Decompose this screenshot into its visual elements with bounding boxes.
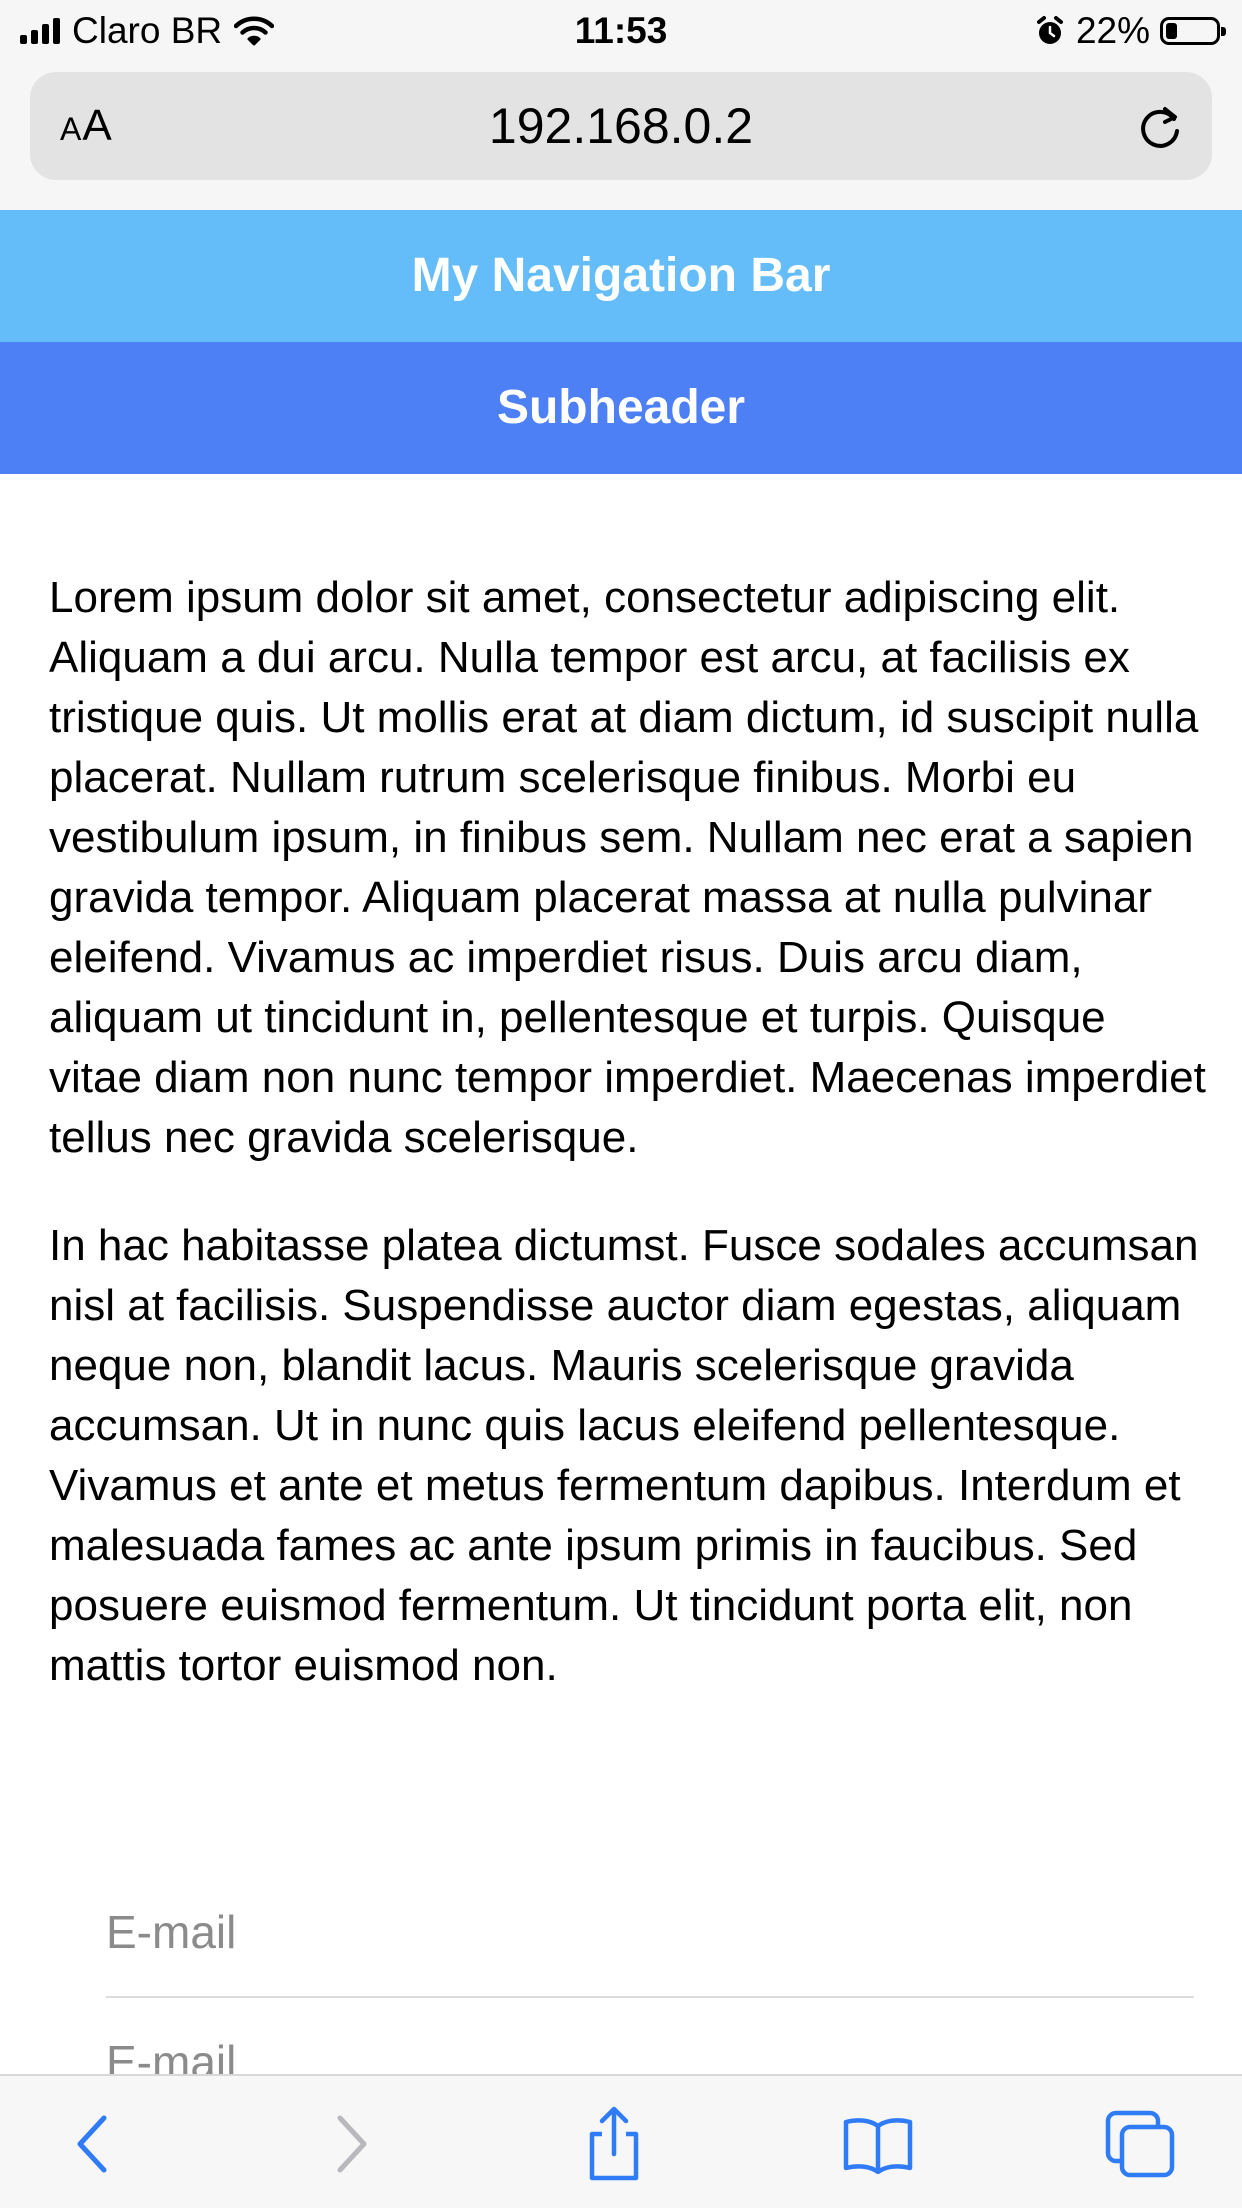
subheader-bar	[0, 342, 1242, 474]
status-right	[1034, 8, 1220, 54]
tabs-icon	[1104, 2109, 1176, 2179]
forward-icon	[332, 2114, 372, 2174]
paragraph-2: In hac habitasse platea dictumst. Fusce sodales accumsan nisl at facilisis. Suspendisse auctor diam egestas, aliquam neque non, blandit lacus. Mauris scelerisque gravida accumsan. Ut in nunc quis lacus eleifend pellentesque. Vivamus et ante et metus fermentum dapibus. Interdum et malesuada fames ac ante ipsum primis in faucibus. Sed posuere euismod fermentum. Ut tincidunt porta elit, non mattis tortor euismod non.	[49, 1221, 1199, 1690]
text-size-button[interactable]: AA	[60, 101, 113, 150]
subheader-title: Subheader	[496, 381, 746, 434]
address-bar[interactable]	[30, 72, 1212, 180]
status-time: 11:53	[574, 10, 668, 51]
alarm-icon	[1034, 15, 1066, 47]
tabs-button[interactable]	[1100, 2106, 1180, 2182]
navigation-bar-title: My Navigation Bar	[411, 249, 831, 302]
back-button[interactable]	[52, 2106, 132, 2182]
battery-icon	[1160, 17, 1220, 45]
bookmarks-button[interactable]	[838, 2106, 918, 2182]
browser-toolbar	[0, 2074, 1242, 2208]
share-button[interactable]	[574, 2106, 654, 2182]
browser-top-bar	[0, 62, 1242, 210]
reload-icon[interactable]	[1134, 101, 1186, 153]
carrier-label: Claro BR	[72, 10, 223, 51]
paragraph-1: Lorem ipsum dolor sit amet, consectetur adipiscing elit. Aliquam a dui arcu. Nulla tempor est arcu, at facilisis ex tristique quis. Ut mollis erat at diam dictum, id suscipit nulla placerat. Nullam rutrum scelerisque finibus. Morbi eu vestibulum ipsum, in finibus sem. Nullam nec erat a sapien gravida tempor. Aliquam placerat massa at nulla pulvinar eleifend. Vivamus ac imperdiet risus. Duis arcu diam, aliquam ut tincidunt in, pellentesque et turpis. Quisque vitae diam non nunc tempor imperdiet. Maecenas imperdiet tellus nec gravida scelerisque.	[49, 573, 1206, 1162]
back-icon	[72, 2114, 112, 2174]
navigation-bar	[0, 210, 1242, 342]
url-text[interactable]: 192.168.0.2	[488, 98, 754, 154]
share-icon	[582, 2106, 646, 2182]
bookmarks-icon	[842, 2114, 914, 2174]
email-field-1	[106, 1868, 1194, 1998]
status-bar	[0, 0, 1242, 62]
forward-button[interactable]	[312, 2106, 392, 2182]
content-area	[49, 568, 1209, 1744]
battery-percent: 22%	[1075, 10, 1150, 51]
email-input-1[interactable]	[106, 1868, 1194, 1996]
